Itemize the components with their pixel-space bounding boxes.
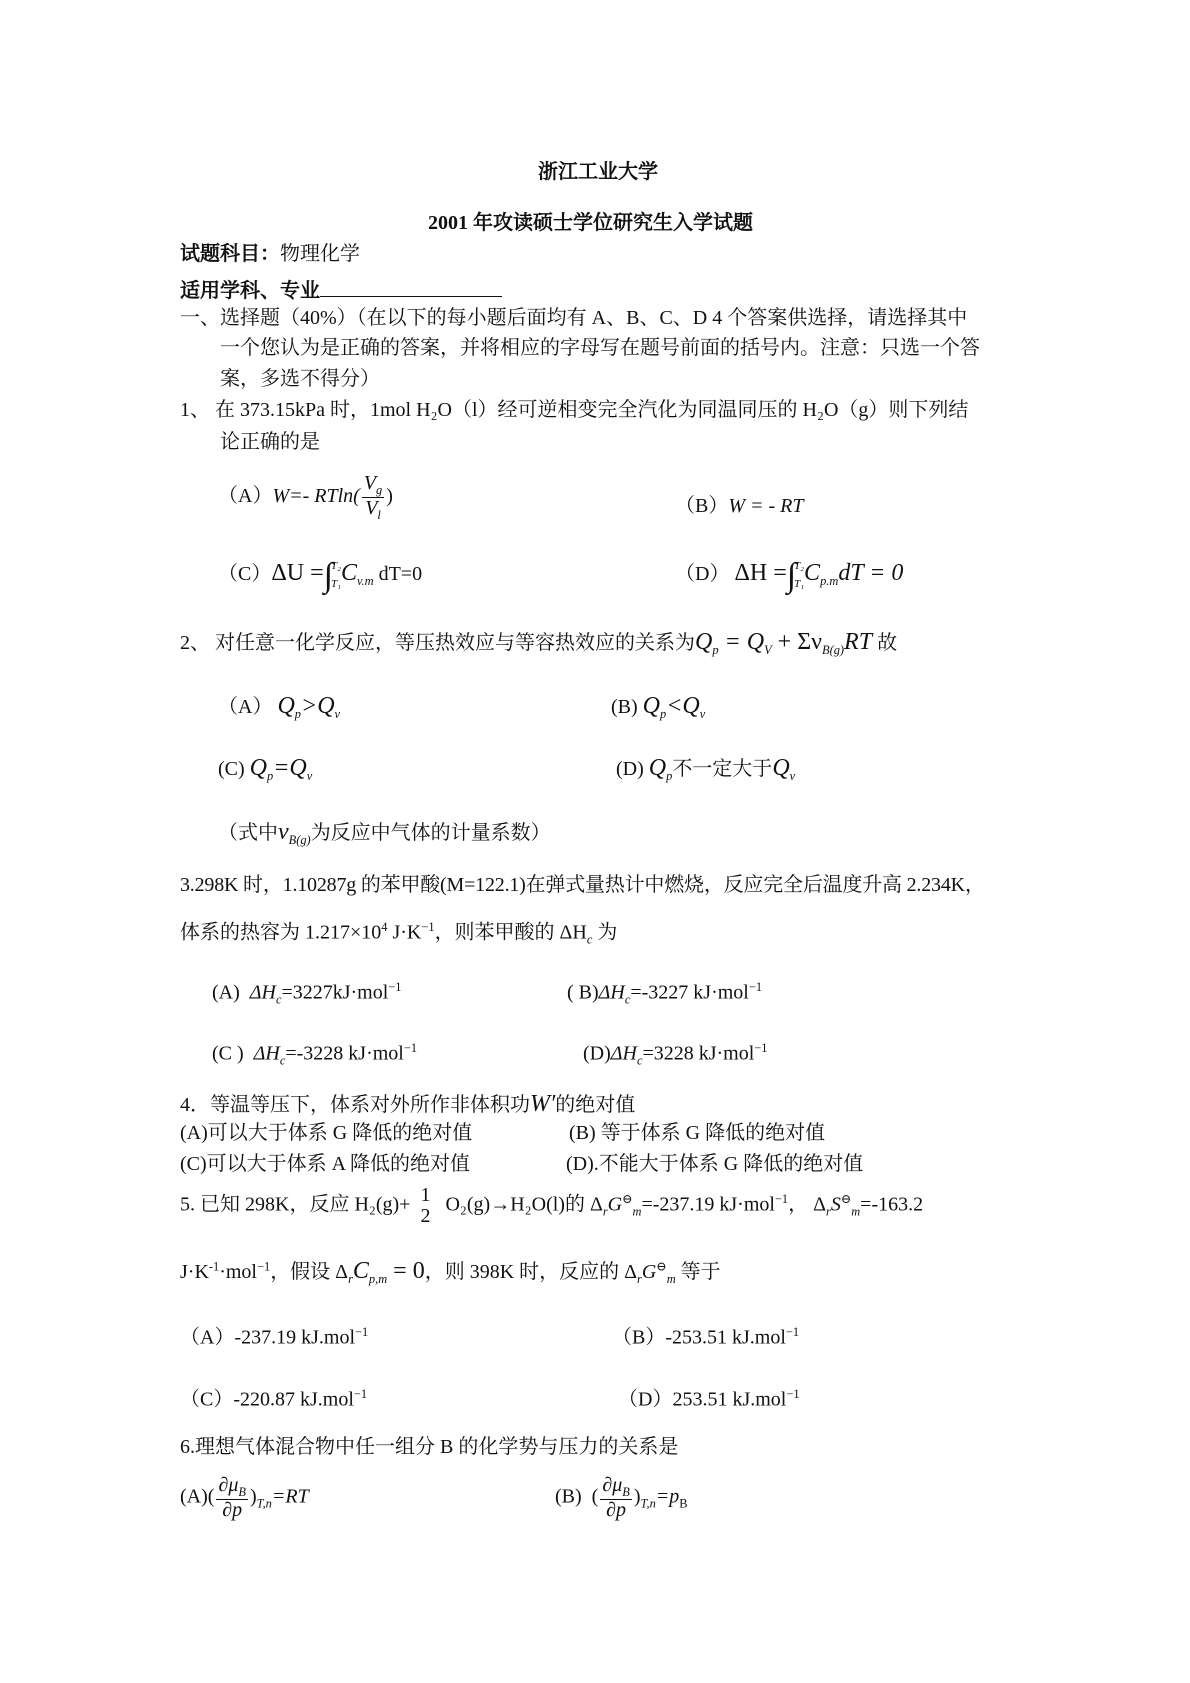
open-paren: ( xyxy=(207,1485,215,1508)
q2-a-sub2: v xyxy=(334,707,341,721)
q1-line1: 1、 在 373.15kPa 时，1mol H₂O（l）经可逆相变完全汽化为同温同压的 H₂O（g）则下列结 xyxy=(180,399,969,421)
q5-cp-sub-r: r xyxy=(348,1272,353,1286)
q5-b-exp: −1 xyxy=(785,1325,800,1339)
q1-a-expr: W=- RTln( xyxy=(272,485,360,508)
q2-stem-text: 2、 对任意一化学反应，等压热效应与等容热效应的关系为 xyxy=(180,632,695,654)
close-paren: ) xyxy=(633,1485,641,1508)
q5-line2-mid: ，假设 Δ xyxy=(270,1261,349,1283)
q4-stem-post: 的绝对值 xyxy=(555,1094,636,1116)
q2-note-sym: ν xyxy=(278,819,289,845)
q3-b-val: =-3227 kJ·mol xyxy=(630,981,749,1004)
q5-s-sym: S xyxy=(830,1193,841,1216)
close-paren: ) xyxy=(249,1485,257,1508)
q5-option-c xyxy=(180,1387,367,1412)
q2-b-sub2: v xyxy=(699,707,706,721)
q2-d-expr: Q xyxy=(648,755,667,781)
q5-a-exp: −1 xyxy=(355,1325,369,1339)
q3-line2-post: 为 xyxy=(592,921,618,944)
q3-b-sub: c xyxy=(624,992,631,1007)
q5-g-val: =-237.19 kJ·mol xyxy=(641,1193,775,1216)
q1-b-expr: W = - RT xyxy=(728,495,804,517)
q3-c-expr: ΔH xyxy=(253,1042,280,1065)
q3-a-exp: −1 xyxy=(388,980,402,994)
numerator-subscript: B xyxy=(622,1485,630,1499)
q2-formula-end: RT xyxy=(844,629,873,655)
q5-line1-mid: O₂(g)→H₂O(l)的 Δ xyxy=(440,1193,603,1216)
q5-option-a xyxy=(180,1325,368,1350)
q3-d-expr: ΔH xyxy=(610,1042,637,1065)
integral-icon: ∫ xyxy=(323,556,333,594)
option-label: （A） xyxy=(218,485,273,508)
q3-line2-unit: J·K xyxy=(387,921,422,944)
option-label: (A) xyxy=(212,981,240,1004)
q3-c-val: =-3228 kJ·mol xyxy=(285,1042,404,1065)
q5-c-exp: −1 xyxy=(353,1387,368,1401)
open-paren: ( xyxy=(591,1485,599,1508)
numerator-subscript: g xyxy=(376,483,383,497)
q2-d-rel: Q xyxy=(772,755,790,781)
q4-option-d: (D).不能大于体系 G 降低的绝对值 xyxy=(566,1153,864,1175)
q3-d-sub: c xyxy=(636,1053,643,1068)
q1-c-body: C xyxy=(340,560,357,587)
q1-c-sub: v.m xyxy=(356,574,374,589)
q3-option-b xyxy=(567,980,762,1008)
section1-intro-line2: 一个您认为是正确的答案，并将相应的字母写在题号前面的括号内。注意：只选一个答 xyxy=(220,337,980,359)
q2-a-rel: >Q xyxy=(301,693,335,719)
q3-b-exp: −1 xyxy=(748,980,763,994)
q6-option-b xyxy=(555,1475,688,1521)
q1-d-lhs: ΔH = xyxy=(734,560,787,587)
denominator-subscript: l xyxy=(377,508,381,523)
q5-line2-pre: J·K xyxy=(180,1261,209,1283)
option-label: （D） xyxy=(675,563,730,586)
option-label: (D) xyxy=(616,758,644,780)
option-label: （C） xyxy=(218,563,272,586)
q1-option-c xyxy=(218,558,422,593)
upper-limit: T₂ xyxy=(794,560,805,572)
q1-option-a xyxy=(218,473,393,522)
upper-limit: T₂ xyxy=(330,560,341,572)
q2-c-expr: Q xyxy=(249,755,268,781)
q5-s-sub-m: m xyxy=(851,1204,861,1219)
fraction-numerator: ∂μ xyxy=(602,1474,623,1496)
fraction-denominator: 2 xyxy=(420,1205,431,1227)
option-label: （B） xyxy=(612,1326,666,1349)
q3-option-c xyxy=(212,1041,417,1069)
q6-a-val: =RT xyxy=(271,1485,309,1508)
major-line xyxy=(180,276,502,303)
section1-intro-line3: 案，多选不得分） xyxy=(220,368,380,390)
q3-line2-pre: 体系的热容为 1.217×10 xyxy=(180,921,382,944)
q6-b-fraction xyxy=(600,1475,632,1521)
q2-note-post: 为反应中气体的计量系数） xyxy=(310,822,551,844)
q1-d-body: C xyxy=(804,560,821,587)
q4-stem-pre: 4．等温等压下，体系对外所作非体积功 xyxy=(180,1094,530,1116)
q5-option-d xyxy=(618,1387,800,1412)
q5-g-sym: G xyxy=(607,1193,623,1216)
standard-state-icon: ⊖ xyxy=(622,1191,633,1206)
q5-fraction xyxy=(418,1185,432,1227)
q2-c-rel: =Q xyxy=(273,755,307,781)
q2-a-expr: Q xyxy=(277,693,295,719)
q5-d-exp: −1 xyxy=(786,1387,800,1401)
q4-option-c: (C)可以大于体系 A 降低的绝对值 xyxy=(180,1153,470,1175)
fraction-denominator: ∂p xyxy=(222,1499,243,1522)
q1-c-tail: dT=0 xyxy=(373,563,423,586)
option-label: (B) xyxy=(611,696,638,718)
q5-g2-sub-r: r xyxy=(637,1272,642,1286)
q2-b-rel: <Q xyxy=(666,693,700,719)
q5-b-val: -253.51 kJ.mol xyxy=(665,1326,786,1349)
q4-stem xyxy=(180,1090,635,1119)
q3-option-a xyxy=(212,980,401,1008)
q3-line2-unit-exp: −1 xyxy=(421,920,435,934)
q5-g-sub-m: m xyxy=(632,1204,642,1219)
fraction-numerator: ∂μ xyxy=(218,1474,239,1496)
q3-line2 xyxy=(180,920,617,948)
q3-a-val: =3227kJ·mol xyxy=(281,981,389,1004)
q5-d-val: 253.51 kJ.mol xyxy=(672,1388,787,1411)
q1-c-lhs: ΔU = xyxy=(271,560,324,587)
q2-a-sub: p xyxy=(294,707,301,721)
q4-option-a: (A)可以大于体系 G 降低的绝对值 xyxy=(180,1122,473,1144)
q5-line1-pre: 5. 已知 298K，反应 H₂(g)+ xyxy=(180,1193,411,1216)
q1-option-d xyxy=(675,558,903,593)
q5-line2-mol: ·mol xyxy=(219,1261,257,1283)
q2-formula-sum: + Σν xyxy=(771,629,823,655)
q3-line2-mid: ，则苯甲酸的 ΔH xyxy=(434,921,587,944)
numerator-subscript: B xyxy=(238,1485,246,1499)
option-label: (B) xyxy=(555,1485,582,1508)
q2-d-sub2: v xyxy=(789,769,796,783)
q4-stem-sym: W′ xyxy=(530,1091,556,1117)
option-label: (C ) xyxy=(212,1042,244,1065)
q5-g-sub-r: r xyxy=(602,1204,608,1219)
exam-title: 2001 年攻读硕士学位研究生入学试题 xyxy=(428,212,753,234)
integral-limits xyxy=(794,558,804,593)
q2-option-a xyxy=(218,692,340,722)
option-label: ( B) xyxy=(567,981,599,1004)
q5-g2-sym: G xyxy=(641,1261,657,1283)
option-label: (C) xyxy=(218,758,245,780)
q5-s-sub-r: r xyxy=(826,1204,831,1219)
q6-stem: 6.理想气体混合物中任一组分 B 的化学势与压力的关系是 xyxy=(180,1436,679,1458)
q3-d-val: =3228 kJ·mol xyxy=(642,1042,755,1065)
q2-formula-sub: p xyxy=(712,643,719,657)
q5-c-val: -220.87 kJ.mol xyxy=(233,1388,354,1411)
integral-icon: ∫ xyxy=(786,556,797,594)
q3-line2-sub: c xyxy=(586,932,593,947)
q2-option-c xyxy=(218,754,312,784)
q2-note-pre: （式中 xyxy=(218,822,278,844)
option-label: （C） xyxy=(180,1388,234,1411)
integral-limits xyxy=(331,558,341,593)
fraction-denominator: ∂p xyxy=(606,1499,627,1522)
q3-b-expr: ΔH xyxy=(598,981,625,1004)
option-label: （B） xyxy=(675,495,729,517)
fraction-numerator: V xyxy=(363,472,377,494)
q1-option-b xyxy=(675,494,804,518)
q5-line1 xyxy=(180,1185,923,1227)
q2-formula-mid-sub: V xyxy=(764,643,772,657)
q2-d-text: 不一定大于 xyxy=(672,758,773,780)
q3-a-expr: ΔH xyxy=(249,981,276,1004)
q2-b-expr: Q xyxy=(642,693,661,719)
fraction-denominator: V xyxy=(365,497,378,520)
q5-g-exp: −1 xyxy=(774,1191,789,1206)
q2-formula-sum-sub: B(g) xyxy=(822,643,845,657)
q5-comma: ， xyxy=(788,1193,809,1216)
q3-c-sub: c xyxy=(279,1053,286,1068)
q3-line1: 3.298K 时，1.10287g 的苯甲酸(M=122.1)在弹式量热计中燃烧，反应完全后温度升高 2.234K， xyxy=(180,874,985,896)
q5-line2-mid2: ，则 398K 时，反应的 Δ xyxy=(424,1261,638,1283)
q3-d-exp: −1 xyxy=(754,1041,768,1055)
q3-option-d xyxy=(583,1041,767,1069)
q1-line2: 论正确的是 xyxy=(220,431,320,453)
option-label: (D) xyxy=(583,1042,611,1065)
major-blank[interactable] xyxy=(320,276,502,297)
q2-stem xyxy=(180,628,897,658)
option-label: (A) xyxy=(180,1485,208,1508)
q5-s-val: =-163.2 xyxy=(860,1193,924,1216)
q5-line2-exp2: −1 xyxy=(257,1259,271,1274)
q1-d-tail: dT = 0 xyxy=(838,560,904,587)
q6-a-sub: T,n xyxy=(256,1496,272,1511)
university-name: 浙江工业大学 xyxy=(538,161,658,183)
q1-d-sub: p.m xyxy=(820,574,839,589)
q5-a-val: -237.19 kJ.mol xyxy=(234,1326,356,1349)
subject-line xyxy=(180,242,360,266)
q6-b-val-sub: B xyxy=(679,1496,688,1511)
q5-g2-sub-m: m xyxy=(666,1272,676,1286)
q3-a-sub: c xyxy=(275,992,282,1007)
option-label: （A） xyxy=(180,1326,235,1349)
subject-value: 物理化学 xyxy=(280,243,360,265)
q4-option-b: (B) 等于体系 G 降低的绝对值 xyxy=(569,1122,826,1144)
q2-stem-end: 故 xyxy=(872,632,898,654)
q3-c-exp: −1 xyxy=(403,1041,418,1055)
q6-b-sub: T,n xyxy=(640,1496,656,1511)
q2-note xyxy=(218,818,551,848)
q5-cp-sym: C xyxy=(352,1258,369,1284)
q5-cp-val: = 0 xyxy=(387,1258,425,1284)
q5-option-b xyxy=(612,1325,799,1350)
q5-cp-sub: p,m xyxy=(368,1272,388,1286)
q5-line2-exp1: -1 xyxy=(208,1259,220,1274)
option-label: （D） xyxy=(618,1388,673,1411)
lower-limit: T₁ xyxy=(794,577,805,590)
q3-line2-exp: 4 xyxy=(381,920,388,934)
q6-option-a xyxy=(180,1475,309,1521)
close-paren: ) xyxy=(386,485,393,508)
fraction-numerator: 1 xyxy=(420,1184,431,1206)
q2-option-d xyxy=(616,754,795,784)
q6-b-val: =p xyxy=(655,1485,680,1508)
section1-intro-line1: 一、选择题（40%）（在以下的每小题后面均有 A、B、C、D 4 个答案供选择，请选择其中 xyxy=(180,307,968,329)
standard-state-icon: ⊖ xyxy=(656,1259,667,1274)
q2-formula-mid: = Q xyxy=(718,629,765,655)
q5-line2 xyxy=(180,1257,721,1287)
q1-a-fraction xyxy=(362,473,384,522)
q2-option-b xyxy=(611,692,705,722)
q5-s-pre: Δ xyxy=(813,1193,826,1216)
q2-b-sub: p xyxy=(660,707,667,721)
option-label: （A） xyxy=(218,696,273,718)
q2-note-sub: B(g) xyxy=(288,833,311,847)
subject-label: 试题科目： xyxy=(180,243,280,265)
q6-a-fraction xyxy=(216,1475,248,1521)
q2-c-sub: p xyxy=(267,769,274,783)
standard-state-icon: ⊖ xyxy=(840,1191,852,1206)
q2-d-sub: p xyxy=(666,769,673,783)
major-label: 适用学科、专业 xyxy=(180,280,320,302)
q2-c-sub2: v xyxy=(306,769,313,783)
q2-formula-q: Q xyxy=(695,629,713,655)
lower-limit: T₁ xyxy=(330,577,341,590)
q5-line2-post: 等于 xyxy=(675,1261,721,1283)
